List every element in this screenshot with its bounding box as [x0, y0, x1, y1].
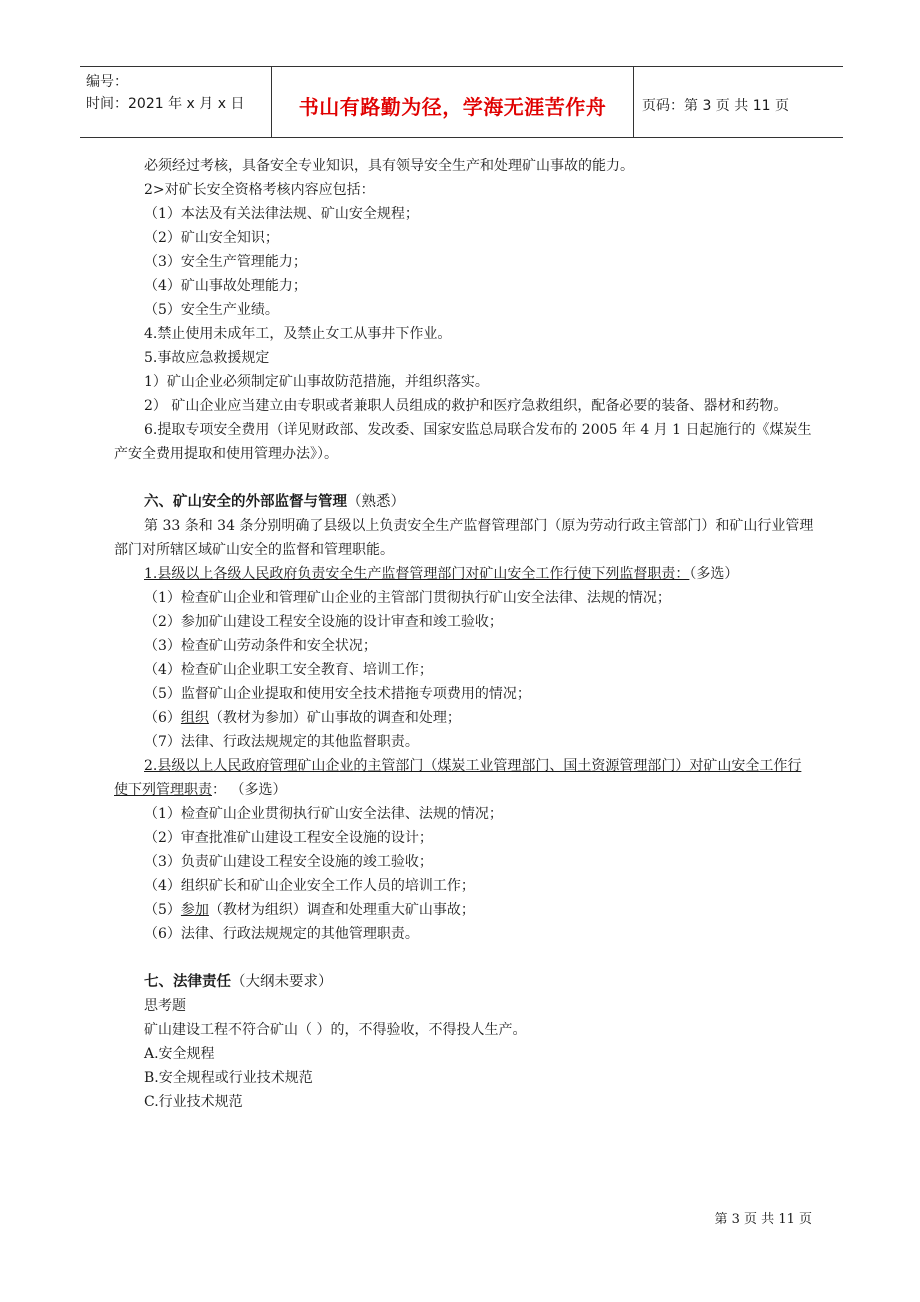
exam-list: [114, 202, 814, 322]
list-item: （5）安全生产业绩。: [144, 302, 279, 318]
list-item: （1）检查矿山企业贯彻执行矿山安全法律、法规的情况；: [144, 806, 503, 822]
item-number: （5）: [144, 902, 181, 918]
section-title: 六、矿山安全的外部监督与管理: [144, 494, 347, 510]
management-list: [114, 802, 814, 946]
item-text: （教材为参加）矿山事故的调查和处理；: [208, 710, 461, 726]
question-text: 矿山建设工程不符合矿山（ ）的，不得验收，不得投人生产。: [144, 1022, 527, 1038]
note: （多选）: [689, 566, 739, 582]
paragraph: [114, 562, 814, 586]
list-item: [114, 706, 814, 730]
paragraph: 1）矿山企业必须制定矿山事故防范措施，并组织落实。: [144, 374, 489, 390]
underlined-text: 1.县级以上各级人民政府负责安全生产监督管理部门对矿山安全工作行使下列监督职责：: [144, 566, 690, 582]
question-label: 思考题: [144, 998, 186, 1014]
section-title: 七、法律责任: [144, 974, 231, 990]
note: ： （多选）: [212, 782, 287, 798]
list-item: （6）法律、行政法规规定的其他管理职责。: [144, 926, 419, 942]
underlined-text: 参加: [180, 902, 209, 918]
option-c: C.行业技术规范: [144, 1094, 243, 1110]
list-item: （4）检查矿山企业职工安全教育、培训工作；: [144, 662, 433, 678]
page-header: [80, 66, 843, 138]
list-item: [114, 898, 814, 922]
option-b: B.安全规程或行业技术规范: [144, 1070, 313, 1086]
option-a: A.安全规程: [144, 1046, 215, 1062]
list-item: （4）矿山事故处理能力；: [144, 278, 307, 294]
document-body: [114, 154, 814, 1114]
section-tag: （大纲未要求）: [231, 974, 333, 990]
list-item: （3）安全生产管理能力；: [144, 254, 307, 270]
paragraph: 2） 矿山企业应当建立由专职或者兼职人员组成的救护和医疗急救组织，配备必要的装备、器材和药物。: [144, 398, 788, 414]
paragraph: 2>对矿长安全资格考核内容应包括：: [144, 182, 375, 198]
section-heading: [114, 490, 814, 514]
paragraph: 6.提取专项安全费用（详见财政部、发改委、国家安监总局联合发布的 2005 年 4 月 1 日起施行的《煤炭生产安全费用提取和使用管理办法》）。: [114, 422, 812, 462]
header-meta: [80, 67, 272, 137]
paragraph: 必须经过考核，具备安全专业知识，具有领导安全生产和处理矿山事故的能力。: [144, 158, 634, 174]
section-heading: [114, 970, 814, 994]
list-item: （7）法律、行政法规规定的其他监督职责。: [144, 734, 419, 750]
paragraph: 第 33 条和 34 条分别明确了县级以上负责安全生产监督管理部门（原为劳动行政主管部门）和矿山行业管理部门对所辖区域矿山安全的监督和管理职能。: [114, 518, 814, 558]
list-item: （1）检查矿山企业和管理矿山企业的主管部门贯彻执行矿山安全法律、法规的情况；: [144, 590, 671, 606]
list-item: （2）审查批准矿山建设工程安全设施的设计；: [144, 830, 433, 846]
number-label: 编号：: [86, 74, 128, 90]
list-item: （4）组织矿长和矿山企业安全工作人员的培训工作；: [144, 878, 475, 894]
paragraph: 4.禁止使用未成年工，及禁止女工从事井下作业。: [144, 326, 452, 342]
paragraph: 5.事故应急救援规定: [144, 350, 270, 366]
list-item: （5）监督矿山企业提取和使用安全技术措拖专项费用的情况；: [144, 686, 531, 702]
paragraph: [114, 754, 814, 802]
list-item: （3）负责矿山建设工程安全设施的竣工验收；: [144, 854, 433, 870]
item-text: （教材为组织）调查和处理重大矿山事故；: [208, 902, 475, 918]
supervision-list: [114, 586, 814, 754]
header-motto: 书山有路勤为径，学海无涯苦作舟: [272, 67, 634, 137]
list-item: （1）本法及有关法律法规、矿山安全规程；: [144, 206, 419, 222]
page-footer: 第 3 页 共 11 页: [714, 1212, 812, 1227]
section-tag: （熟悉）: [347, 494, 405, 510]
list-item: （3）检查矿山劳动条件和安全状况；: [144, 638, 377, 654]
underlined-text: 2.县级以上人民政府管理矿山企业的主管部门（煤炭工业管理部门、国土资源管理部门）对矿山安全工作行使下列管理职责: [114, 758, 802, 798]
header-page-info: 页码：第 3 页 共 11 页: [642, 98, 789, 114]
item-number: （6）: [144, 710, 181, 726]
list-item: （2）矿山安全知识；: [144, 230, 279, 246]
time-label: 时间：2021 年 x 月 x 日: [86, 96, 245, 112]
list-item: （2）参加矿山建设工程安全设施的设计审查和竣工验收；: [144, 614, 503, 630]
underlined-text: 组织: [180, 710, 209, 726]
